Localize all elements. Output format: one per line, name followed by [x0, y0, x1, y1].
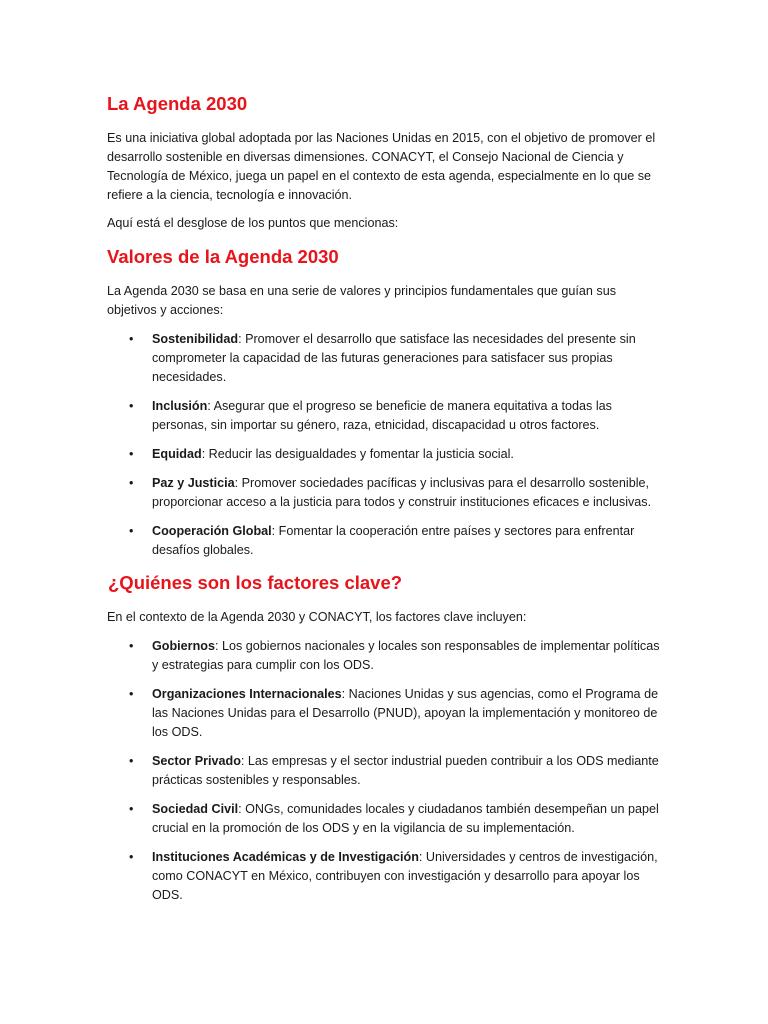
bullet-icon: • [129, 687, 134, 701]
document-page [107, 92, 667, 915]
list-item-term: Cooperación Global [152, 524, 272, 538]
list-item-text: : Reducir las desigualdades y fomentar la justicia social. [201, 447, 514, 461]
list-item-term: Organizaciones Internacionales [152, 687, 342, 701]
bullet-icon: • [129, 332, 134, 346]
list-item-term: Sector Privado [152, 754, 241, 768]
list-item-text: : Promover sociedades pacíficas y inclusivas para el desarrollo sostenible, proporcionar acceso a la justicia para todos y construir instituciones eficaces e inclusivas. [152, 476, 652, 509]
list-item-text: : Universidades y centros de investigación, como CONACYT en México, contribuyen con investigación y desarrollo para apoyar los ODS. [152, 850, 658, 902]
list-item-text: : ONGs, comunidades locales y ciudadanos también desempeñan un papel crucial en la promoción de los ODS y en la vigilancia de su implementación. [152, 802, 659, 835]
valores-intro-paragraph: La Agenda 2030 se basa en una serie de valores y principios fundamentales que guían sus objetivos y acciones: [107, 284, 617, 317]
list-item-term: Gobiernos [152, 639, 215, 653]
list-item [107, 330, 667, 387]
bullet-icon: • [129, 850, 134, 864]
bullet-icon: • [129, 399, 134, 413]
list-item-text: : Los gobiernos nacionales y locales son responsables de implementar políticas y estrategias para cumplir con los ODS. [152, 639, 660, 672]
list-item-text: : Fomentar la cooperación entre países y sectores para enfrentar desafíos globales. [152, 524, 635, 557]
heading-agenda-2030: La Agenda 2030 [107, 93, 248, 114]
bullet-icon: • [129, 447, 134, 461]
factores-intro-paragraph: En el contexto de la Agenda 2030 y CONACYT, los factores clave incluyen: [107, 610, 527, 624]
list-item-term: Sociedad Civil [152, 802, 239, 816]
list-item-term: Instituciones Académicas y de Investigación [152, 850, 419, 864]
heading-valores: Valores de la Agenda 2030 [107, 246, 339, 267]
list-item [107, 752, 667, 790]
list-item [107, 685, 667, 742]
factores-list [107, 637, 667, 905]
valores-list [107, 330, 667, 560]
list-item-text: : Naciones Unidas y sus agencias, como el Programa de las Naciones Unidas para el Desarrollo (PNUD), apoyan la implementación y monitoreo de los ODS. [152, 687, 659, 739]
list-item-text: : Asegurar que el progreso se beneficie de manera equitativa a todas las personas, sin importar su género, raza, etnicidad, discapacidad u otros factores. [152, 399, 612, 432]
list-item [107, 397, 667, 435]
heading-factores-clave: ¿Quiénes son los factores clave? [108, 572, 403, 593]
list-item-term: Inclusión [152, 399, 208, 413]
list-item-term: Sostenibilidad [152, 332, 239, 346]
list-item [107, 445, 667, 464]
list-item [107, 637, 667, 675]
bullet-icon: • [129, 639, 134, 653]
desglose-paragraph: Aquí está el desglose de los puntos que mencionas: [107, 216, 399, 230]
list-item-text: : Las empresas y el sector industrial pueden contribuir a los ODS mediante prácticas sostenibles y responsables. [152, 754, 659, 787]
list-item-text: : Promover el desarrollo que satisface las necesidades del presente sin comprometer la capacidad de las futuras generaciones para satisfacer sus propias necesidades. [152, 332, 636, 384]
list-item [107, 474, 667, 512]
bullet-icon: • [129, 754, 134, 768]
list-item [107, 522, 667, 560]
list-item-term: Paz y Justicia [152, 476, 235, 490]
bullet-icon: • [129, 524, 134, 538]
list-item-term: Equidad [152, 447, 202, 461]
bullet-icon: • [129, 476, 134, 490]
list-item [107, 848, 667, 905]
intro-paragraph: Es una iniciativa global adoptada por las Naciones Unidas en 2015, con el objetivo de promover el desarrollo sostenible en diversas dimensiones. CONACYT, el Consejo Nacional de Ciencia y Tecnología de México, juega un papel en el contexto de esta agenda, especialmente en lo que se refiere a la ciencia, tecnología e innovación. [107, 131, 656, 202]
list-item [107, 800, 667, 838]
bullet-icon: • [129, 802, 134, 816]
